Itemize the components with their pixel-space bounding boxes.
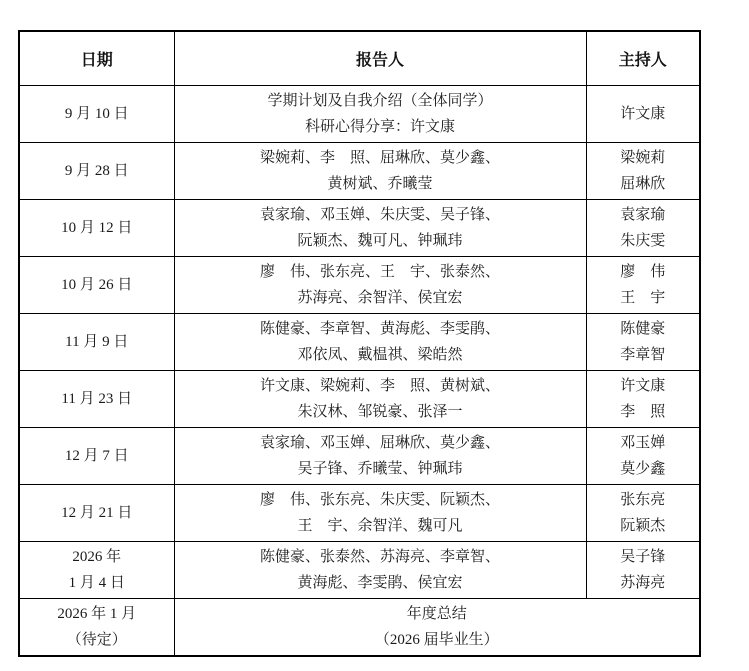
text-line: 11 月 23 日 <box>61 390 133 407</box>
text-line: 陈健豪 <box>620 320 666 337</box>
text-line: 许文康、梁婉莉、李 照、黄树斌、 <box>259 377 500 394</box>
column-header-date: 日期 <box>19 31 174 85</box>
text-line: 廖 伟、张东亮、朱庆雯、阮颖杰、 <box>259 491 500 508</box>
host-cell <box>586 541 700 598</box>
text-line: 学期计划及自我介绍（全体同学） <box>267 92 493 109</box>
text-line: 邓依凤、戴榅祺、梁皓然 <box>297 346 463 363</box>
text-line: 苏海亮、余智洋、侯宜宏 <box>297 289 463 306</box>
reporter-cell <box>174 598 700 656</box>
column-header-host: 主持人 <box>586 31 700 85</box>
table-row <box>19 256 700 313</box>
host-cell <box>586 484 700 541</box>
text-line: 屈琳欣 <box>620 175 666 192</box>
text-line: 陈健豪、李章智、黄海彪、李雯鹃、 <box>259 320 500 337</box>
host-cell <box>586 85 700 142</box>
table-row <box>19 541 700 598</box>
text-line: 许文康 <box>620 377 666 394</box>
text-line: 李 照 <box>620 403 666 420</box>
text-line: 梁婉莉、李 照、屈琳欣、莫少鑫、 <box>259 149 500 166</box>
reporter-cell <box>174 256 586 313</box>
text-line: 廖 伟、张东亮、王 宇、张泰然、 <box>259 263 500 280</box>
table-body <box>19 85 700 656</box>
table-row <box>19 427 700 484</box>
table-row <box>19 142 700 199</box>
text-line: 陈健豪、张泰然、苏海亮、李章智、 <box>259 548 500 565</box>
date-cell <box>19 313 174 370</box>
table-row <box>19 598 700 656</box>
reporter-cell <box>174 484 586 541</box>
text-line: 2026 年 1 月 <box>57 605 137 622</box>
text-line: 邓玉婵 <box>620 434 666 451</box>
date-cell <box>19 142 174 199</box>
reporter-cell <box>174 541 586 598</box>
text-line: 12 月 21 日 <box>61 504 133 521</box>
date-cell <box>19 370 174 427</box>
host-cell <box>586 199 700 256</box>
date-cell <box>19 199 174 256</box>
text-line: 11 月 9 日 <box>65 333 129 350</box>
host-cell <box>586 142 700 199</box>
reporter-cell <box>174 427 586 484</box>
date-cell <box>19 541 174 598</box>
reporter-cell <box>174 370 586 427</box>
table-row <box>19 85 700 142</box>
schedule-table-container <box>18 30 701 657</box>
text-line: 袁家瑜 <box>620 206 666 223</box>
text-line: 12 月 7 日 <box>64 447 129 464</box>
text-line: 苏海亮 <box>620 574 666 591</box>
host-cell <box>586 427 700 484</box>
column-header-reporter: 报告人 <box>174 31 586 85</box>
reporter-cell <box>174 199 586 256</box>
host-cell <box>586 313 700 370</box>
text-line: 朱汉林、邹锐豪、张泽一 <box>297 403 463 420</box>
text-line: 吴子锋 <box>620 548 666 565</box>
text-line: 10 月 26 日 <box>61 276 133 293</box>
text-line: 年度总结 <box>406 605 467 622</box>
text-line: 1 月 4 日 <box>68 574 125 591</box>
text-line: 袁家瑜、邓玉婵、朱庆雯、吴子锋、 <box>259 206 500 223</box>
table-row <box>19 313 700 370</box>
text-line: 吴子锋、乔曦莹、钟珮玮 <box>297 460 463 477</box>
text-line: 许文康 <box>620 105 666 122</box>
text-line: 9 月 10 日 <box>64 105 129 122</box>
text-line: 科研心得分享：许文康 <box>304 118 455 135</box>
text-line: 袁家瑜、邓玉婵、屈琳欣、莫少鑫、 <box>259 434 500 451</box>
text-line: 朱庆雯 <box>620 232 666 249</box>
text-line: 10 月 12 日 <box>61 219 133 236</box>
host-cell <box>586 256 700 313</box>
text-line: 廖 伟 <box>620 263 666 280</box>
date-cell <box>19 427 174 484</box>
text-line: 张东亮 <box>620 491 666 508</box>
table-row <box>19 199 700 256</box>
text-line: 阮颖杰、魏可凡、钟珮玮 <box>297 232 463 249</box>
reporter-cell <box>174 85 586 142</box>
date-cell <box>19 256 174 313</box>
date-cell <box>19 484 174 541</box>
text-line: 王 宇、余智洋、魏可凡 <box>297 517 463 534</box>
reporter-cell <box>174 313 586 370</box>
text-line: 梁婉莉 <box>620 149 666 166</box>
table-row <box>19 370 700 427</box>
date-cell <box>19 85 174 142</box>
host-cell <box>586 370 700 427</box>
seminar-schedule-table <box>18 30 701 657</box>
date-cell <box>19 598 174 656</box>
text-line: （2026 届毕业生） <box>374 631 499 648</box>
text-line: （待定） <box>66 631 127 648</box>
table-row <box>19 484 700 541</box>
text-line: 莫少鑫 <box>620 460 666 477</box>
text-line: 黄海彪、李雯鹃、侯宜宏 <box>297 574 463 591</box>
text-line: 黄树斌、乔曦莹 <box>327 175 433 192</box>
text-line: 阮颖杰 <box>620 517 666 534</box>
text-line: 9 月 28 日 <box>64 162 129 179</box>
text-line: 王 宇 <box>620 289 666 306</box>
text-line: 2026 年 <box>72 548 122 565</box>
table-header-row <box>19 31 700 85</box>
text-line: 李章智 <box>620 346 666 363</box>
reporter-cell <box>174 142 586 199</box>
